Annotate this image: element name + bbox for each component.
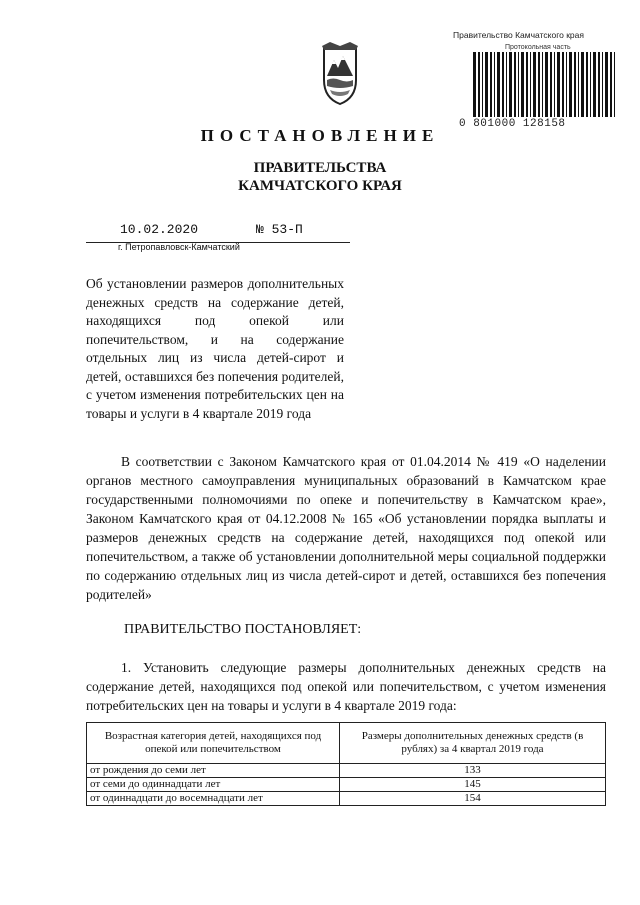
row-amount: 145 [340,778,606,792]
column-header-category: Возрастная категория детей, находящихся под опекой или попечительством [87,723,340,764]
barcode [473,52,617,117]
amounts-table [86,722,606,806]
column-header-amount: Размеры дополнительных денежных средств (в рублях) за 4 квартал 2019 года [340,723,606,764]
table-header-row [87,723,606,764]
issuer-line-2: КАМЧАТСКОГО КРАЯ [238,178,402,194]
row-category: от рождения до семи лет [87,764,340,778]
document-type: ПОСТАНОВЛЕНИЕ [200,126,440,145]
document-date: 10.02.2020 [120,222,199,237]
decree-heading: ПРАВИТЕЛЬСТВО ПОСТАНОВЛЯЕТ: [124,622,362,637]
table-row [87,778,606,792]
document-subject: Об установлении размеров дополнительных денежных средств на содержание детей, находящихся под опекой или попечительством, и на содержание отдельных лиц из числа детей-сирот и детей, оставшихся без попечения родителей, с учетом изменения потребительских цен на товары и услуги в 4 квартале 2019 года [86,276,344,421]
table-row [87,764,606,778]
document-number: № 53-П [256,222,303,237]
preamble-paragraph: В соответствии с Законом Камчатского края от 01.04.2014 № 419 «О наделении органов местного самоуправления муниципальных образований в Камчатском крае государственными полномочиями по опеке и попечительству в Камчатском крае», Законом Камчатского края от 04.12.2008 № 165 «Об установлении порядка выплаты и размеров денежных средств на содержание детей, находящихся под опекой или попечительством, а также об установлении дополнительной меры социальной поддержки по содержанию отдельных лиц из числа детей-сирот и детей, оставшихся без попечения родителей» [86,454,606,602]
stamp-org: Правительство Камчатского края [453,30,584,40]
barcode-number: 0 801000 128158 [459,118,566,130]
stamp-part: Протокольная часть [505,44,571,51]
issuer-line-1: ПРАВИТЕЛЬСТВА [253,160,387,176]
kamchatka-emblem-icon [318,42,362,106]
row-category: от одиннадцати до восемнадцати лет [87,792,340,806]
document-city: г. Петропавловск-Камчатский [118,242,240,252]
row-category: от семи до одиннадцати лет [87,778,340,792]
clause-1-paragraph: 1. Установить следующие размеры дополнительных денежных средств на содержание детей, находящихся под опекой или попечительством, с учетом изменения потребительских цен на товары и услуги в 4 квартале 2019 года: [86,660,606,713]
row-amount: 154 [340,792,606,806]
table-row [87,792,606,806]
row-amount: 133 [340,764,606,778]
